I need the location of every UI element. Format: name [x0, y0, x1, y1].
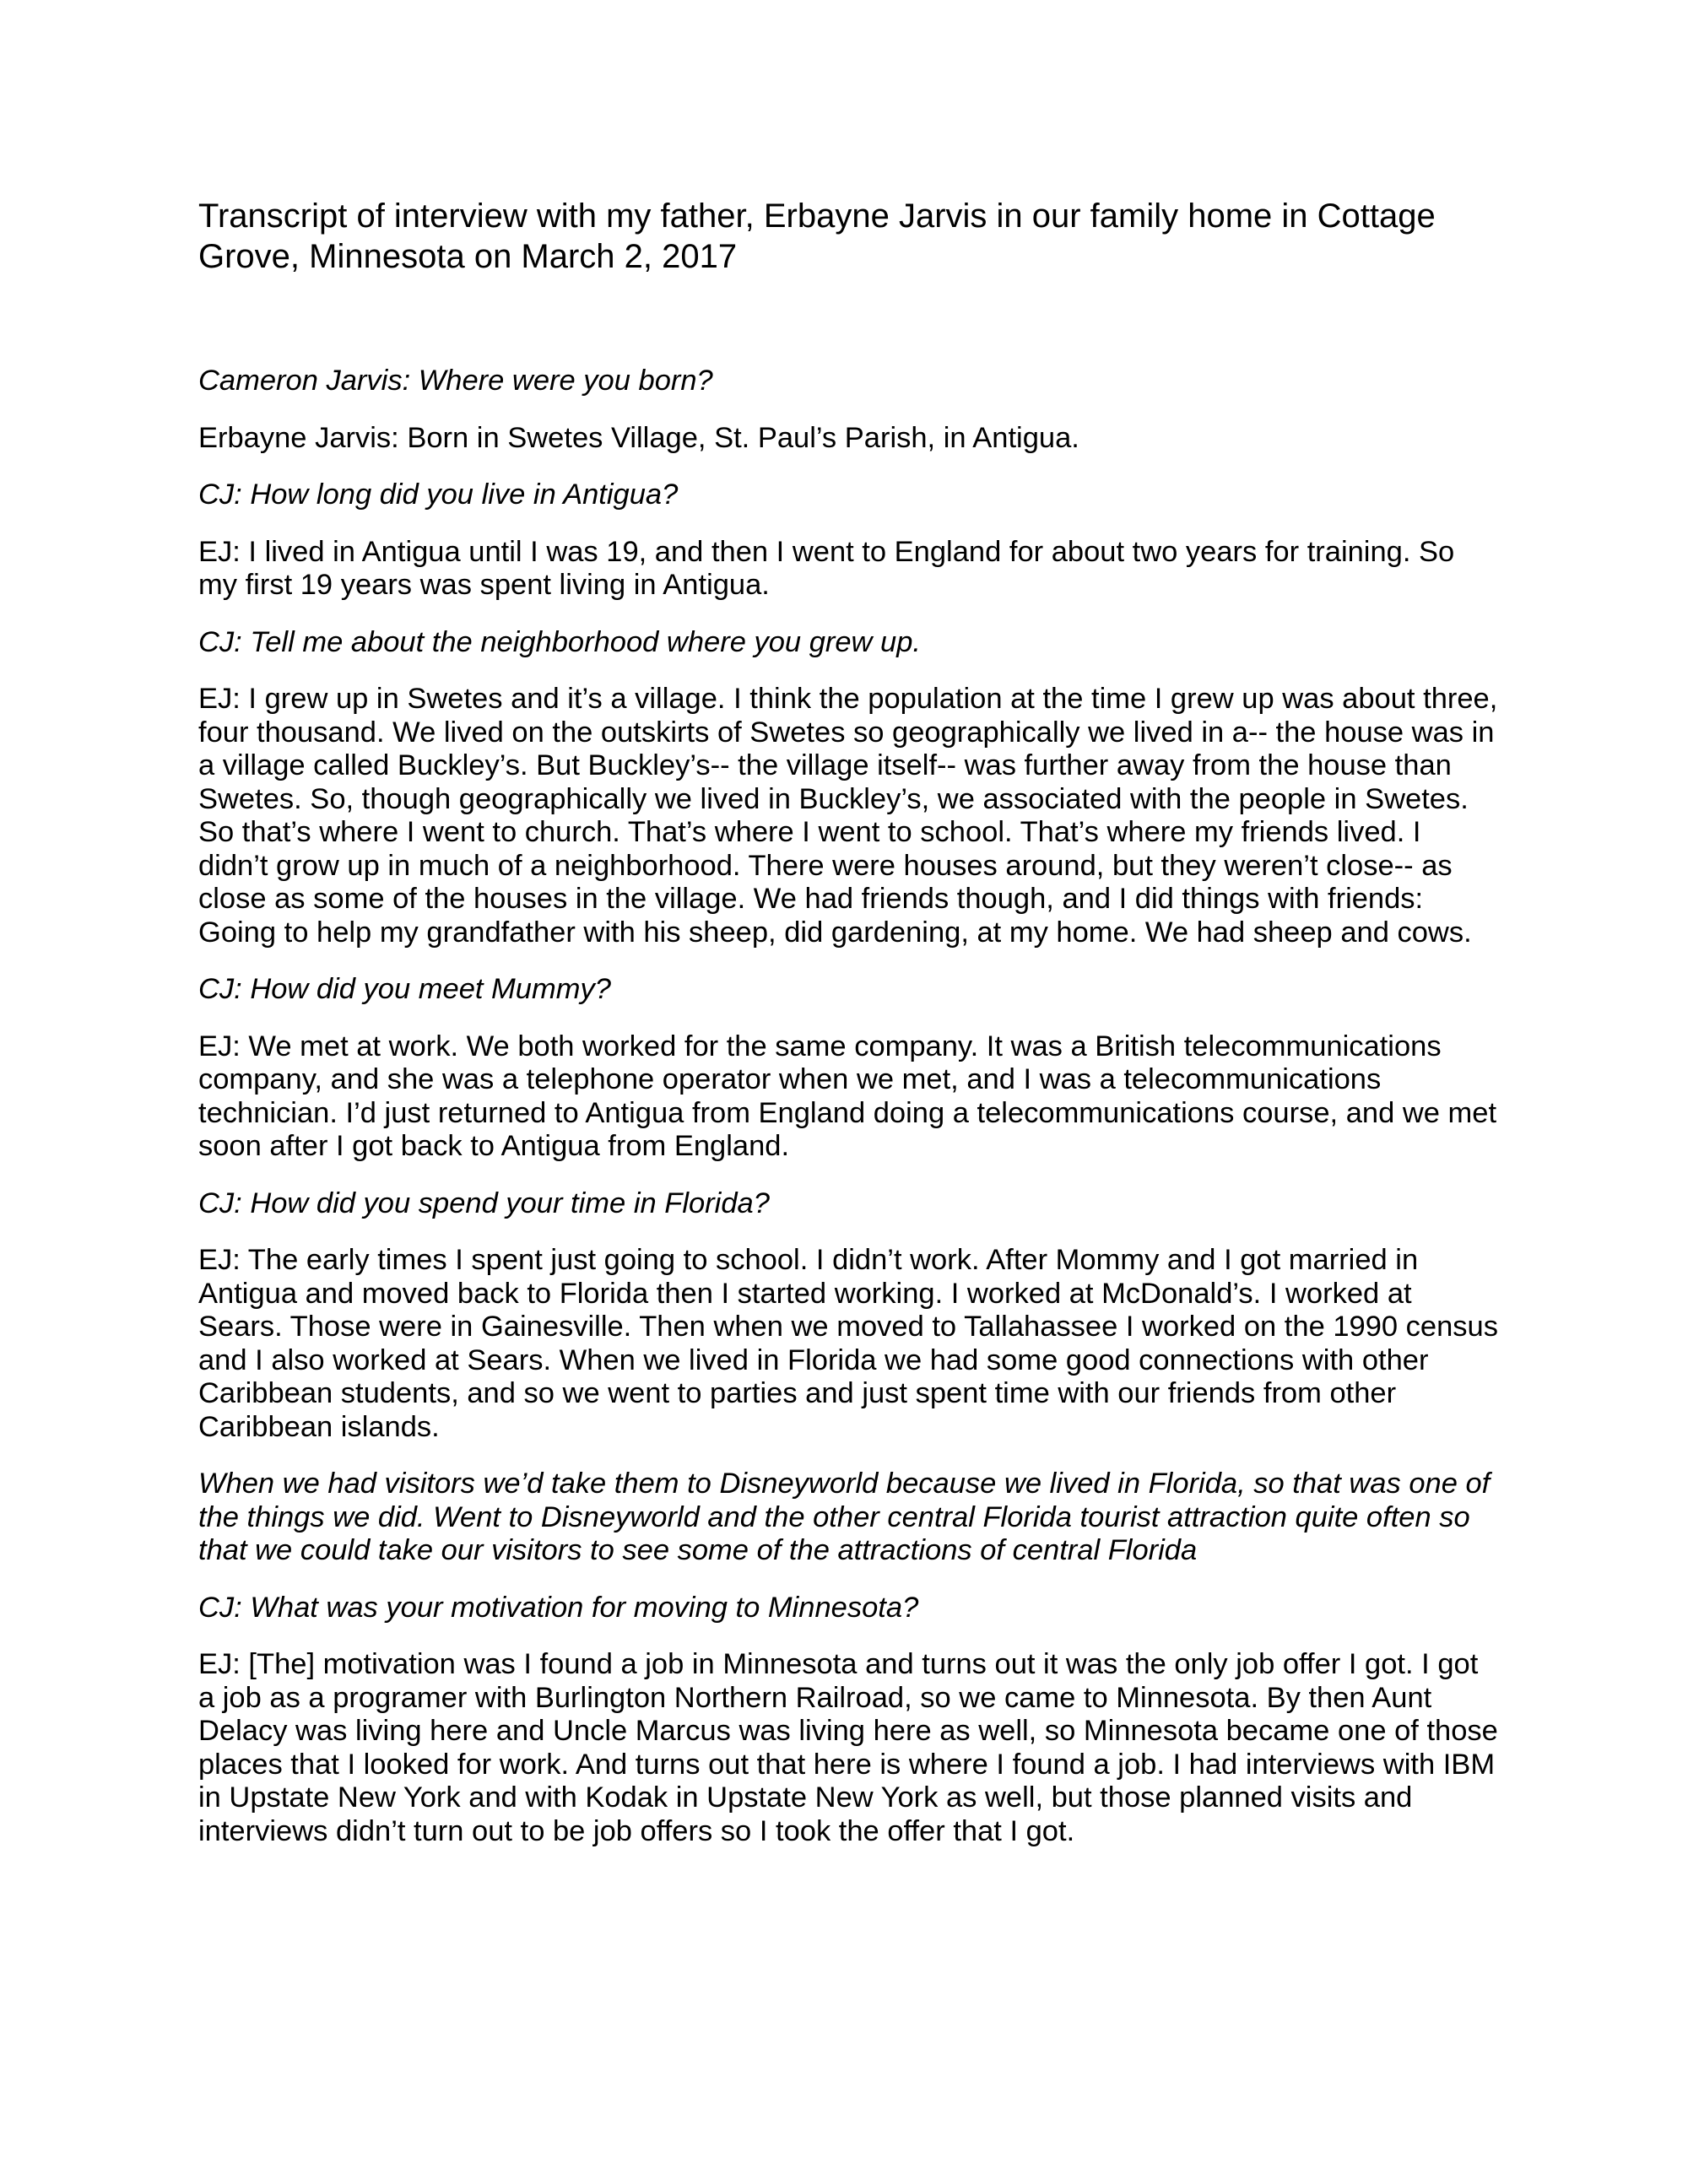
question-paragraph: CJ: What was your motivation for moving to Minnesota?	[198, 1591, 919, 1624]
document-title: Transcript of interview with my father, Erbayne Jarvis in our family home in Cottage Grove, Minnesota on March 2, 2017	[198, 197, 1436, 275]
question-paragraph: CJ: How did you meet Mummy?	[198, 973, 611, 1005]
answer-paragraph: EJ: We met at work. We both worked for the same company. It was a British telecommunications company, and she was a telephone operator when we met, and I was a telecommunications technician. I’d just returned to Antigua from England doing a telecommunications course, and we met soon after I got back to Antigua from England.	[198, 1030, 1497, 1162]
italic-paragraph: When we had visitors we’d take them to Disneyworld because we lived in Florida, so that was one of the things we did. Went to Disneyworld and the other central Florida tourist attraction quite often so that we could take our visitors to see some of the attractions of central Florida	[198, 1468, 1491, 1566]
answer-paragraph: EJ: I grew up in Swetes and it’s a village. I think the population at the time I grew up was about three, four thousand. We lived on the outskirts of Swetes so geographically we lived in a-- the house was in a village called Buckley’s. But Buckley’s-- the village itself-- was further away from the house than Swetes. So, though geographically we lived in Buckley’s, we associated with the people in Swetes. So that’s where I went to church. That’s where I went to school. That’s where my friends lived. I didn’t grow up in much of a neighborhood. There were houses around, but they weren’t close-- as close as some of the houses in the village. We had friends though, and I did things with friends: Going to help my grandfather with his sheep, did gardening, at my home. We had sheep and cows.	[198, 683, 1498, 949]
question-paragraph: CJ: Tell me about the neighborhood where you grew up.	[198, 625, 922, 658]
transcript-body	[198, 365, 1498, 1872]
answer-paragraph: EJ: The early times I spent just going to school. I didn’t work. After Mommy and I got married in Antigua and moved back to Florida then I started working. I worked at McDonald’s. I worked at Sears. Those were in Gainesville. Then when we moved to Tallahassee I worked on the 1990 census and I also worked at Sears. When we lived in Florida we had some good connections with other Caribbean students, and so we went to parties and just spent time with our friends from other Caribbean islands.	[198, 1244, 1498, 1443]
answer-paragraph: EJ: [The] motivation was I found a job in Minnesota and turns out it was the only job offer I got. I got a job as a programer with Burlington Northern Railroad, so we came to Minnesota. By then Aunt Delacy was living here and Uncle Marcus was living here as well, so Minnesota became one of those places that I looked for work. And turns out that here is where I found a job. I had interviews with IBM in Upstate New York and with Kodak in Upstate New York as well, but those planned visits and interviews didn’t turn out to be job offers so I took the offer that I got.	[198, 1648, 1498, 1847]
answer-paragraph: EJ: I lived in Antigua until I was 19, and then I went to England for about two years for training. So my first 19 years was spent living in Antigua.	[198, 535, 1455, 601]
question-paragraph: CJ: How long did you live in Antigua?	[198, 478, 679, 511]
answer-paragraph: Erbayne Jarvis: Born in Swetes Village, St. Paul’s Parish, in Antigua.	[198, 421, 1079, 454]
question-paragraph: Cameron Jarvis: Where were you born?	[198, 365, 713, 397]
question-paragraph: CJ: How did you spend your time in Florida?	[198, 1187, 770, 1219]
